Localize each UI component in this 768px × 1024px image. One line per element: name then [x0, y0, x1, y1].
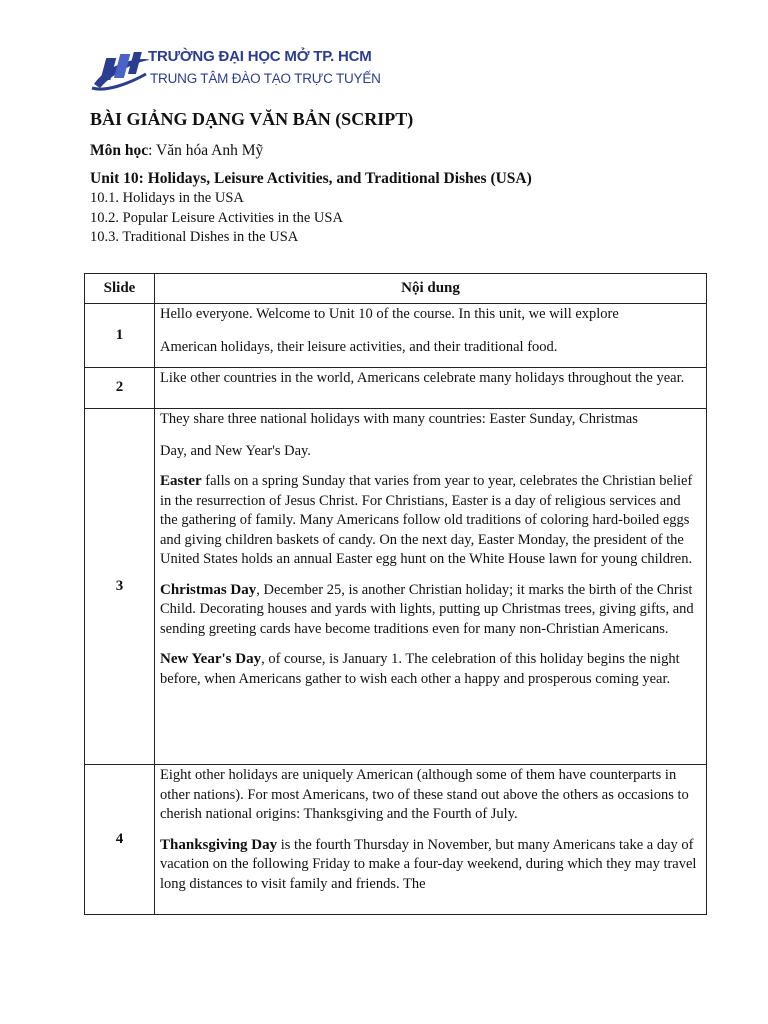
keyword-thanksgiving: Thanksgiving Day: [160, 836, 278, 853]
subject-line: [90, 142, 263, 160]
content-cell: [155, 304, 707, 368]
content-cell: [155, 368, 707, 409]
subject-label: Môn học: [90, 142, 149, 159]
table-header-row: [85, 274, 707, 304]
section-item: 10.3. Traditional Dishes in the USA: [90, 229, 299, 245]
logo-line-1: TRƯỜNG ĐẠI HỌC MỞ TP. HCM: [148, 48, 372, 65]
paragraph: Day, and New Year's Day.: [160, 442, 311, 459]
keyword-easter: Easter: [160, 473, 202, 489]
script-table: [84, 273, 707, 915]
table-row: [85, 304, 707, 368]
column-header-content: Nội dung: [155, 274, 707, 304]
paragraph-text: , of course, is January 1. The celebration of this holiday begins the night before, when Americans gather to wish each other a happy and prosperous coming year.: [160, 651, 680, 687]
content-cell: [155, 765, 707, 915]
slide-number: 3: [85, 409, 155, 765]
paragraph: Like other countries in the world, Americans celebrate many holidays throughout the year.: [160, 370, 685, 386]
keyword-christmas: Christmas Day: [160, 581, 257, 598]
document-title: BÀI GIẢNG DẠNG VĂN BẢN (SCRIPT): [90, 109, 414, 129]
paragraph: [160, 836, 701, 895]
table-row: [85, 409, 707, 765]
paragraph: [160, 650, 701, 689]
table-row: [85, 765, 707, 915]
subject-value: : Văn hóa Anh Mỹ: [148, 142, 264, 159]
paragraph-text: falls on a spring Sunday that varies from year to year, celebrates the Christian belief in the resurrection of Jesus Christ. For Christians, Easter is a day of religious services and the gathering of family. Many Americans follow old traditions of coloring hard-boiled eggs and giving children baskets of candy. On the next day, Easter Monday, the president of the United States holds an annual Easter egg hunt on the White House lawn for young children.: [160, 473, 693, 567]
unit-sections-list: [90, 189, 343, 248]
content-cell: [155, 409, 707, 765]
paragraph: [160, 581, 701, 640]
paragraph-text: , December 25, is another Christian holiday; it marks the birth of the Christ Child. Decorating houses and yards with lights, putting up Christmas trees, giving gifts, and sending greeting cards have become traditions even for many non-Christian Americans.: [160, 581, 694, 637]
section-item: 10.1. Holidays in the USA: [90, 190, 244, 206]
paragraph: American holidays, their leisure activities, and their traditional food.: [160, 338, 558, 355]
slide-number: 1: [85, 304, 155, 368]
unit-title: Unit 10: Holidays, Leisure Activities, and Traditional Dishes (USA): [90, 170, 532, 187]
table-row: [85, 368, 707, 409]
keyword-new-year: New Year's Day: [160, 651, 262, 667]
slide-number: 2: [85, 368, 155, 409]
paragraph: [160, 472, 701, 570]
paragraph: They share three national holidays with many countries: Easter Sunday, Christmas: [160, 411, 638, 427]
paragraph-text: is the fourth Thursday in November, but many Americans take a day of vacation on the following Friday to make a four-day weekend, during which they may travel long distances to visit family and friends. The: [160, 836, 697, 892]
slide-number: 4: [85, 765, 155, 915]
paragraph: Eight other holidays are uniquely American (although some of them have counterparts in other nations). For most Americans, two of these stand out above the others as occasions to cherish national origins: Thanksgiving and the Fourth of July.: [160, 767, 689, 822]
section-item: 10.2. Popular Leisure Activities in the USA: [90, 209, 343, 226]
paragraph: Hello everyone. Welcome to Unit 10 of the course. In this unit, we will explore: [160, 306, 619, 322]
logo-line-2: TRUNG TÂM ĐÀO TẠO TRỰC TUYẾN: [150, 71, 381, 86]
column-header-slide: Slide: [85, 274, 155, 304]
